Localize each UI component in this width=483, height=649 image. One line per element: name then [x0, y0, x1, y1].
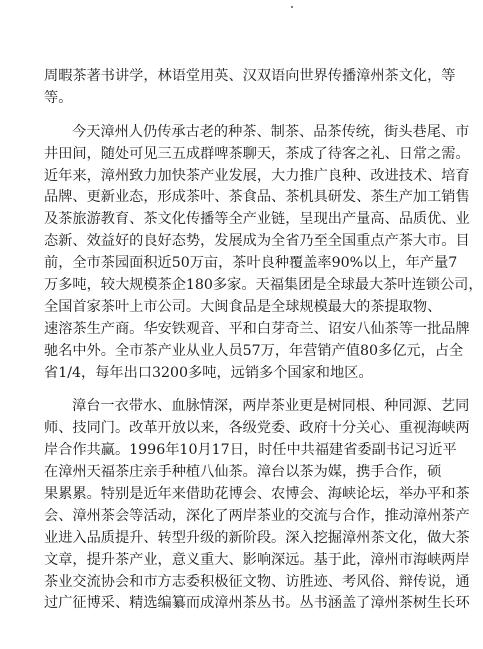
paragraph-2: [44, 122, 483, 385]
text-line: 业进入品质提升、转型升级的新阶段。深入挖掘漳州茶文化，做大茶: [44, 529, 470, 546]
text-line: 及茶旅游教育、茶文化传播等全产业链，呈现出产量高、品质优、业: [44, 211, 470, 228]
paragraph-1: [44, 66, 456, 110]
text-line: 文章，提升茶产业，意义重大、影响深远。基于此，漳州市海峡两岸: [44, 551, 470, 568]
text-line: 过广征博采、精选编纂而成漳州茶丛书。丛书涵盖了漳州茶树生长环: [44, 595, 470, 612]
text-line: 态新、效益好的良好态势，发展成为全省乃至全国重点产茶大市。目: [44, 233, 470, 250]
text-line: 驰名中外。全市茶产业从业人员57万，年营销产值80多亿元，占全: [44, 342, 464, 359]
text-line: 井田间，随处可见三五成群啤茶聊天，茶成了待客之礼、日常之需。: [44, 145, 470, 162]
text-line: 等。: [44, 89, 73, 106]
text-line: 全国首家茶叶上市公司。大闽食品是全球规模最大的茶提取物、: [44, 298, 442, 315]
text-line: 果累累。特别是近年来借助花博会、农博会、海峡论坛，举办平和茶: [44, 486, 470, 503]
text-line: 今天漳州人仍传承古老的种茶、制茶、品茶传统，街头巷尾、市: [72, 123, 470, 140]
paragraph-3: [44, 396, 470, 615]
text-line: 品牌、更新业态，形成茶叶、茶食品、茶机具研发、茶生产加工销售: [44, 189, 470, 206]
page-dot-mark: [291, 6, 293, 8]
text-line: 周暇茶著书讲学，林语堂用英、汉双语向世界传播漳州茶文化，等: [44, 68, 456, 84]
text-line: 省1/4，每年出口3200多吨，远销多个国家和地区。: [44, 364, 373, 381]
text-line: 速溶茶生产商。华安铁观音、平和白芽奇兰、诏安八仙茶等一批品牌: [44, 320, 470, 337]
text-line: 万多吨，较大规模茶企180多家。天福集团是全球最大茶叶连锁公司，: [44, 277, 483, 294]
text-line: 茶业交流协会和市方志委积极征文物、访胜迹、考风俗、辩传说，通: [44, 573, 470, 590]
text-line: 岸合作共赢。1996年10月17日，时任中共福建省委副书记习近平: [44, 442, 457, 459]
text-line: 在漳州天福茶庄亲手种植八仙茶。漳台以茶为媒，携手合作，硕: [44, 464, 442, 481]
body-text: [44, 66, 483, 615]
text-line: 会、漳州茶会等活动，深化了两岸茶业的交流与合作，推动漳州茶产: [44, 507, 470, 524]
text-line: 漳台一衣带水、血脉情深，两岸茶业更是树同根、种同源、艺同: [72, 398, 470, 415]
text-line: 前，全市茶园面积近50万亩，茶叶良种覆盖率90%以上，年产量7: [44, 255, 458, 272]
text-line: 师、技同门。改革开放以来，各级党委、政府十分关心、重视海峡两: [44, 420, 470, 437]
text-line: 近年来，漳州致力加快茶产业发展，大力推广良种、改进技术、培育: [44, 167, 470, 184]
